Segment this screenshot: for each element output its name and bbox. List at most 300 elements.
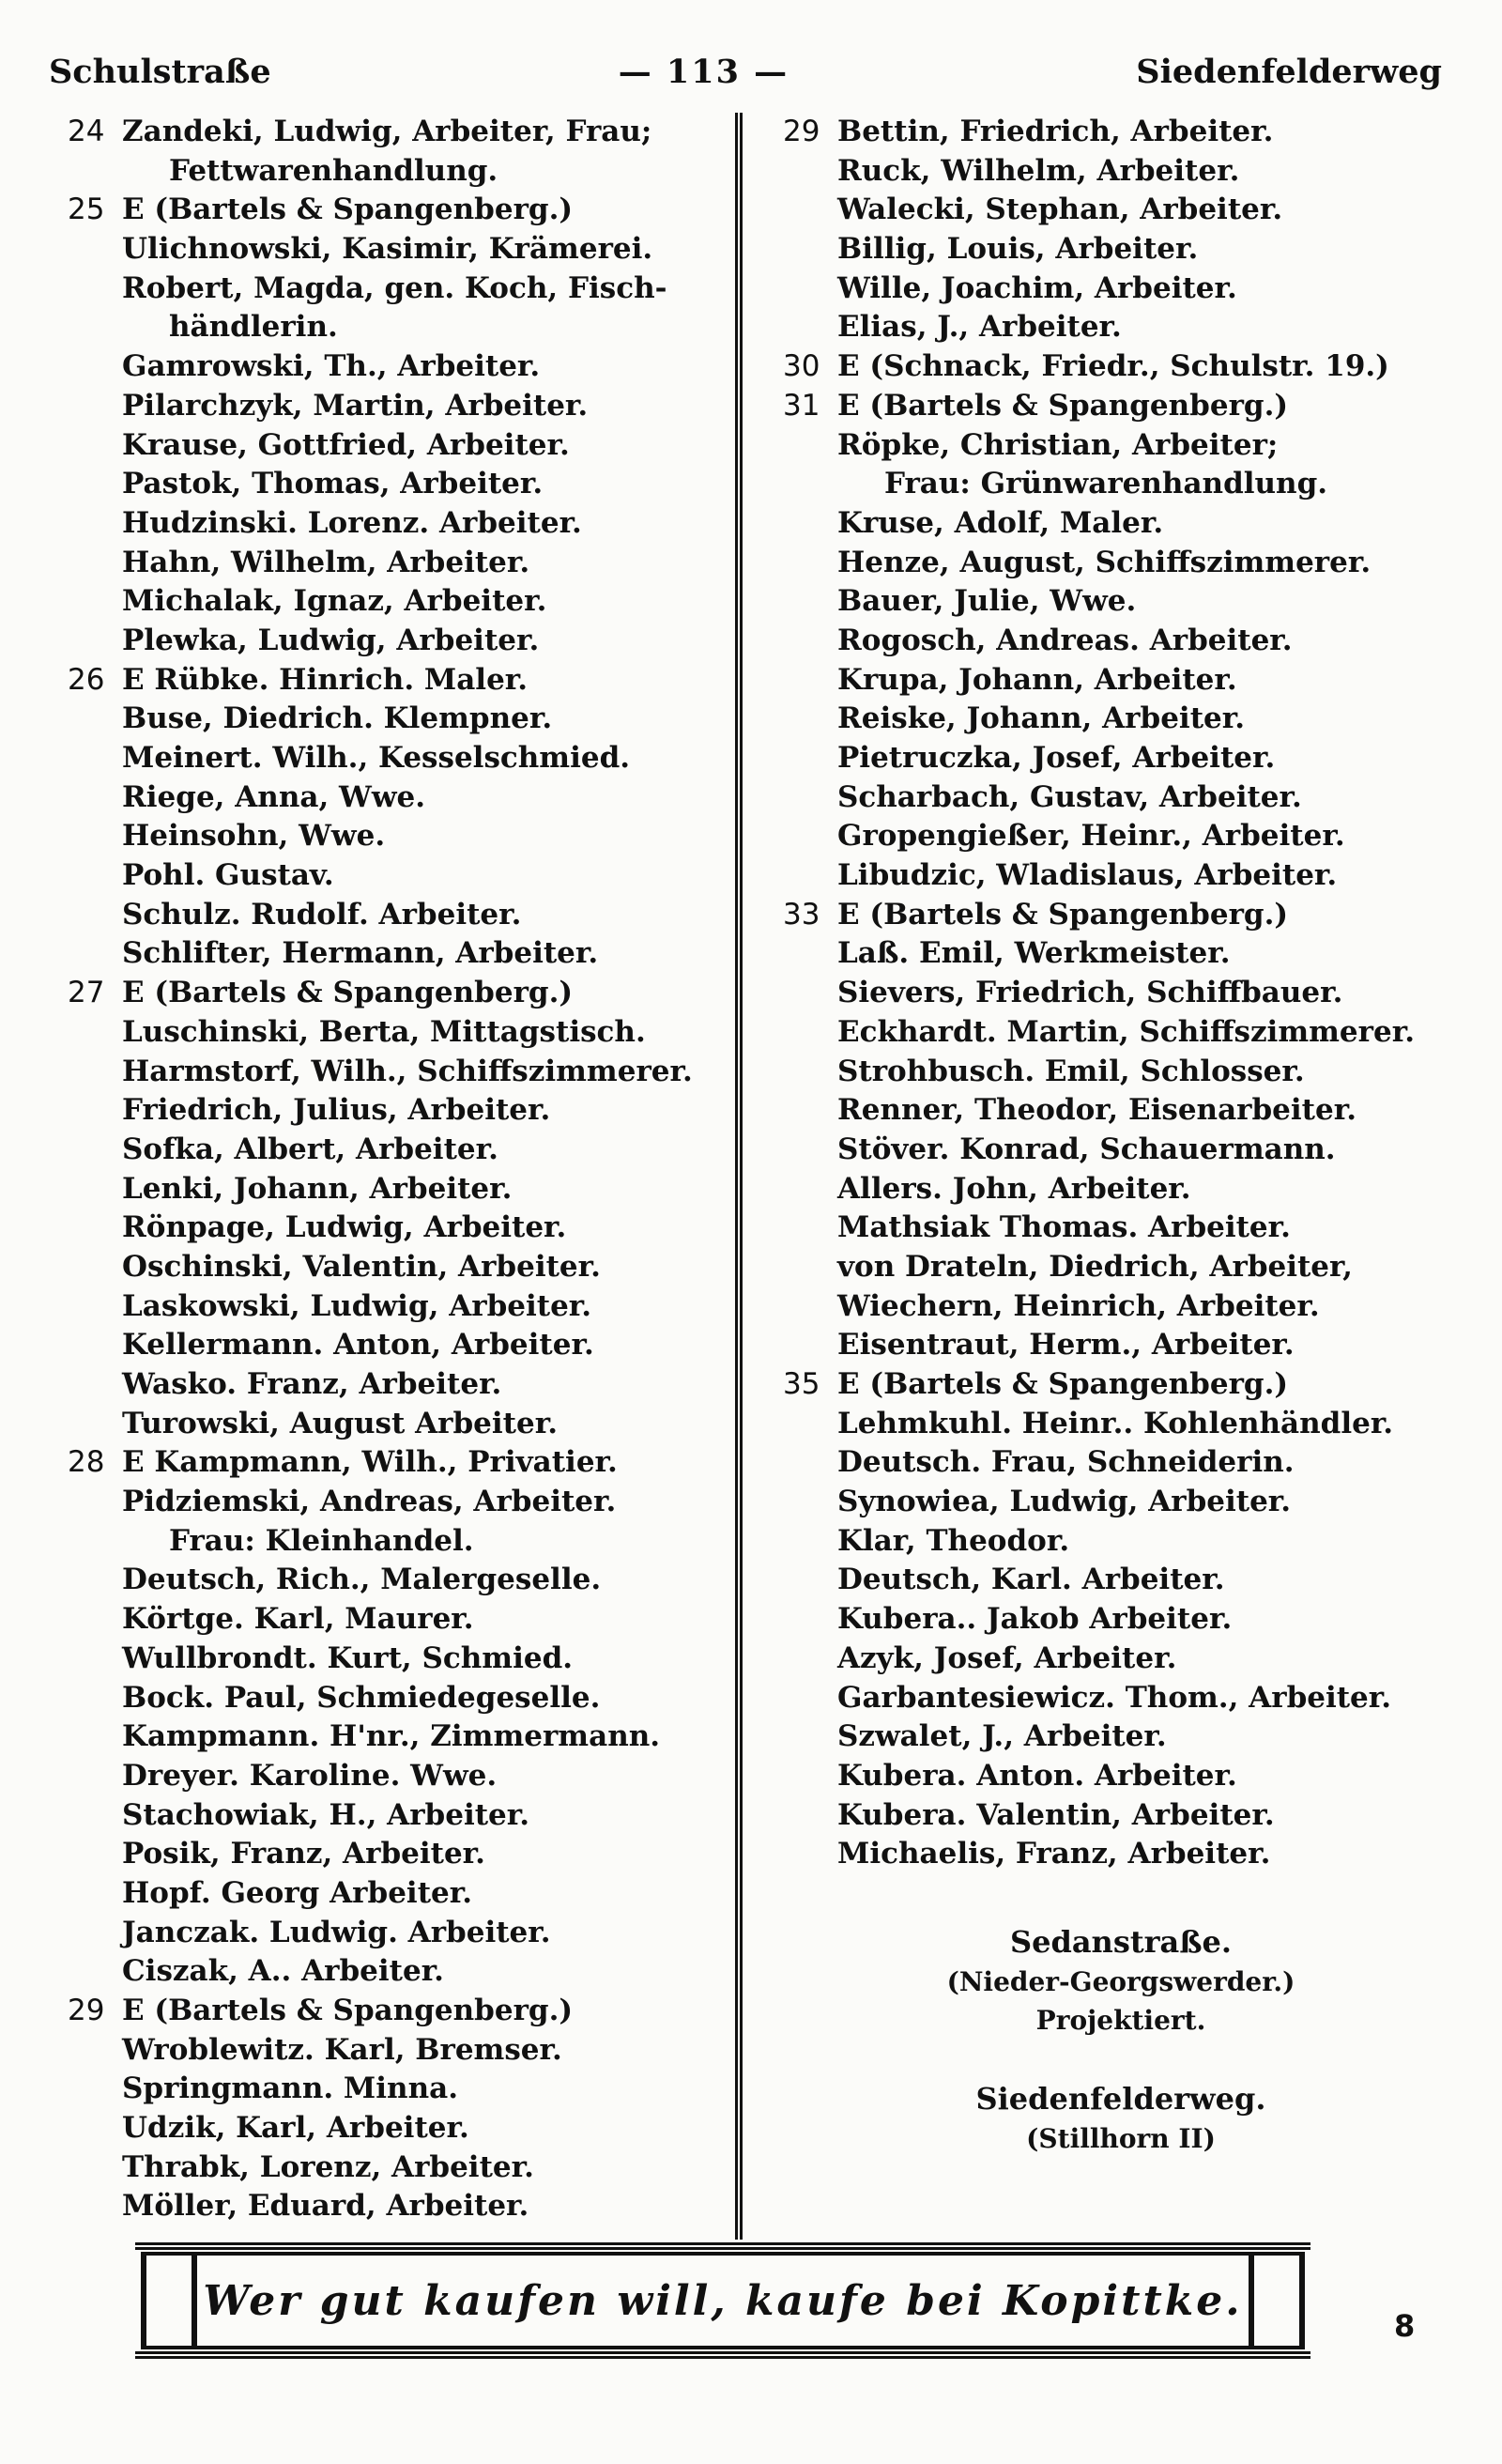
resident-entry: Kubera.. Jakob Arbeiter. bbox=[837, 1602, 1233, 1637]
resident-entry: Pidziemski, Andreas, Arbeiter. bbox=[122, 1485, 617, 1519]
directory-entry bbox=[68, 1248, 725, 1287]
resident-entry: Reiske, Johann, Arbeiter. bbox=[837, 701, 1246, 736]
directory-entry bbox=[68, 270, 725, 309]
house-number: 25 bbox=[68, 192, 105, 227]
house-number bbox=[68, 1835, 122, 1874]
directory-entry bbox=[783, 465, 1459, 504]
directory-entry bbox=[68, 1914, 725, 1953]
directory-entry bbox=[68, 1365, 725, 1405]
directory-entry bbox=[68, 1091, 725, 1131]
resident-entry: händlerin. bbox=[169, 310, 338, 345]
directory-entry bbox=[68, 817, 725, 856]
resident-entry: Garbantesiewicz. Thom., Arbeiter. bbox=[837, 1680, 1392, 1715]
house-number bbox=[783, 270, 837, 309]
house-number bbox=[68, 426, 122, 466]
house-number: 29 bbox=[68, 1994, 105, 2027]
house-number: 27 bbox=[68, 976, 105, 1010]
house-number bbox=[68, 2187, 122, 2226]
house-number bbox=[68, 1952, 122, 1992]
right-column bbox=[783, 113, 1459, 2158]
resident-entry: Luschinski, Berta, Mittagstisch. bbox=[122, 1014, 646, 1049]
street-status-note: Projektiert. bbox=[1035, 2005, 1206, 2037]
advertisement-box bbox=[141, 2252, 1305, 2349]
resident-entry: Kruse, Adolf, Maler. bbox=[837, 505, 1164, 540]
house-number bbox=[68, 1405, 122, 1444]
house-number bbox=[68, 1287, 122, 1327]
directory-entry bbox=[783, 347, 1459, 387]
directory-entry bbox=[783, 1483, 1459, 1522]
resident-entry: Pietruczka, Josef, Arbeiter. bbox=[837, 741, 1276, 775]
directory-entry bbox=[783, 739, 1459, 778]
resident-entry: Wille, Joachim, Arbeiter. bbox=[837, 270, 1237, 305]
header-left-street: Schulstraße bbox=[49, 52, 271, 91]
house-number bbox=[783, 1053, 837, 1092]
house-number bbox=[68, 2148, 122, 2188]
directory-entry bbox=[68, 1483, 725, 1522]
directory-entry bbox=[68, 230, 725, 270]
house-number bbox=[783, 1561, 837, 1600]
directory-entry bbox=[68, 1874, 725, 1914]
resident-entry: Wroblewitz. Karl, Bremser. bbox=[122, 2032, 562, 2067]
resident-entry: Fettwarenhandlung. bbox=[169, 153, 498, 188]
directory-entry bbox=[783, 1131, 1459, 1170]
resident-entry: Wullbrondt. Kurt, Schmied. bbox=[122, 1640, 574, 1675]
house-number: 35 bbox=[783, 1367, 820, 1401]
directory-entry bbox=[68, 1053, 725, 1092]
resident-entry: Thrabk, Lorenz, Arbeiter. bbox=[122, 2149, 534, 2184]
resident-entry: Riege, Anna, Wwe. bbox=[122, 779, 426, 814]
header-right-street: Siedenfelderweg bbox=[1136, 52, 1442, 91]
resident-entry: Rogosch, Andreas. Arbeiter. bbox=[837, 623, 1293, 657]
house-number bbox=[783, 230, 837, 270]
directory-entry bbox=[68, 739, 725, 778]
resident-entry: Pastok, Thomas, Arbeiter. bbox=[122, 467, 544, 501]
resident-entry: Klar, Theodor. bbox=[837, 1523, 1070, 1558]
directory-entry bbox=[783, 582, 1459, 622]
directory-entry bbox=[68, 2148, 725, 2188]
resident-entry: Krupa, Johann, Arbeiter. bbox=[837, 662, 1237, 697]
directory-entry bbox=[783, 1209, 1459, 1248]
resident-entry: E (Schnack, Friedr., Schulstr. 19.) bbox=[837, 349, 1389, 384]
street-location-note: (Nieder-Georgswerder.) bbox=[946, 1965, 1295, 1997]
house-number bbox=[783, 622, 837, 661]
resident-entry: Kubera. Anton. Arbeiter. bbox=[837, 1758, 1237, 1793]
sheet-number: 8 bbox=[1394, 2308, 1416, 2344]
directory-entry bbox=[68, 544, 725, 583]
directory-entry bbox=[68, 1952, 725, 1992]
directory-entry bbox=[68, 465, 725, 504]
resident-entry: Harmstorf, Wilh., Schiffszimmerer. bbox=[122, 1054, 693, 1088]
resident-entry: Gamrowski, Th., Arbeiter. bbox=[122, 349, 541, 384]
directory-entry bbox=[783, 1287, 1459, 1327]
resident-entry: Scharbach, Gustav, Arbeiter. bbox=[837, 779, 1302, 814]
house-number bbox=[68, 1600, 122, 1640]
house-number: 24 bbox=[68, 115, 105, 148]
house-number bbox=[68, 1170, 122, 1209]
house-number bbox=[68, 700, 122, 739]
house-number bbox=[68, 387, 122, 426]
directory-entry bbox=[68, 856, 725, 896]
resident-entry: Sofka, Albert, Arbeiter. bbox=[122, 1132, 498, 1166]
directory-entry bbox=[68, 426, 725, 466]
resident-entry: E (Bartels & Spangenberg.) bbox=[122, 976, 574, 1010]
directory-entry bbox=[68, 1013, 725, 1053]
house-number bbox=[783, 1483, 837, 1522]
right-column-entries bbox=[783, 113, 1459, 1874]
directory-entry bbox=[783, 856, 1459, 896]
house-number bbox=[68, 1717, 122, 1757]
house-number bbox=[68, 504, 122, 544]
house-number bbox=[783, 1796, 837, 1836]
house-number: 30 bbox=[783, 349, 820, 384]
resident-entry: Walecki, Stephan, Arbeiter. bbox=[837, 192, 1283, 227]
directory-entry bbox=[68, 1405, 725, 1444]
resident-entry: Janczak. Ludwig. Arbeiter. bbox=[122, 1915, 551, 1949]
house-number bbox=[783, 1717, 837, 1757]
directory-entry bbox=[783, 974, 1459, 1013]
directory-entry bbox=[68, 934, 725, 974]
resident-entry: Hahn, Wilhelm, Arbeiter. bbox=[122, 545, 530, 579]
directory-entry bbox=[783, 1796, 1459, 1836]
house-number bbox=[68, 230, 122, 270]
house-number bbox=[783, 582, 837, 622]
directory-entry bbox=[68, 504, 725, 544]
house-number bbox=[68, 1131, 122, 1170]
resident-entry: Wiechern, Heinrich, Arbeiter. bbox=[837, 1288, 1320, 1323]
resident-entry: Sievers, Friedrich, Schiffbauer. bbox=[837, 976, 1343, 1010]
house-number bbox=[68, 308, 122, 347]
resident-entry: E (Bartels & Spangenberg.) bbox=[837, 388, 1289, 423]
resident-entry: E Rübke. Hinrich. Maler. bbox=[122, 662, 529, 697]
directory-entry bbox=[783, 1600, 1459, 1640]
house-number bbox=[68, 1053, 122, 1092]
directory-entry bbox=[68, 974, 725, 1013]
directory-entry bbox=[68, 1679, 725, 1718]
house-number bbox=[783, 661, 837, 701]
house-number bbox=[68, 856, 122, 896]
directory-entry bbox=[783, 191, 1459, 230]
directory-entry bbox=[783, 778, 1459, 818]
directory-entry bbox=[783, 113, 1459, 152]
ad-left-ornament bbox=[141, 2256, 197, 2346]
house-number bbox=[68, 817, 122, 856]
house-number bbox=[783, 1209, 837, 1248]
page-header bbox=[49, 45, 1442, 98]
resident-entry: Frau: Kleinhandel. bbox=[169, 1523, 474, 1558]
house-number bbox=[783, 778, 837, 818]
resident-entry: Laß. Emil, Werkmeister. bbox=[837, 936, 1231, 971]
resident-entry: Turowski, August Arbeiter. bbox=[122, 1406, 559, 1440]
resident-entry: Ruck, Wilhelm, Arbeiter. bbox=[837, 153, 1240, 188]
house-number bbox=[68, 544, 122, 583]
directory-entry bbox=[68, 1796, 725, 1836]
directory-entry bbox=[68, 1443, 725, 1483]
resident-entry: Heinsohn, Wwe. bbox=[122, 819, 386, 854]
resident-entry: Rönpage, Ludwig, Arbeiter. bbox=[122, 1210, 567, 1245]
house-number bbox=[783, 1679, 837, 1718]
directory-entry bbox=[783, 1835, 1459, 1874]
ad-right-ornament bbox=[1249, 2256, 1305, 2346]
house-number bbox=[783, 544, 837, 583]
directory-entry bbox=[68, 622, 725, 661]
resident-entry: Röpke, Christian, Arbeiter; bbox=[837, 427, 1279, 462]
resident-entry: Möller, Eduard, Arbeiter. bbox=[122, 2189, 529, 2224]
directory-entry bbox=[783, 1053, 1459, 1092]
resident-entry: Szwalet, J., Arbeiter. bbox=[837, 1719, 1167, 1754]
directory-entry bbox=[68, 1209, 725, 1248]
directory-entry bbox=[783, 270, 1459, 309]
directory-entry bbox=[68, 1287, 725, 1327]
house-number bbox=[68, 934, 122, 974]
house-number bbox=[783, 1248, 837, 1287]
house-number bbox=[783, 191, 837, 230]
house-number bbox=[783, 1835, 837, 1874]
street-heading-sedanstrasse: Sedanstraße. bbox=[1009, 1923, 1233, 1960]
directory-entry bbox=[783, 544, 1459, 583]
resident-entry: Körtge. Karl, Maurer. bbox=[122, 1602, 474, 1637]
house-number bbox=[68, 739, 122, 778]
directory-entry bbox=[783, 896, 1459, 935]
resident-entry: Mathsiak Thomas. Arbeiter. bbox=[837, 1210, 1291, 1245]
directory-entry bbox=[783, 230, 1459, 270]
house-number bbox=[68, 896, 122, 935]
house-number bbox=[783, 1013, 837, 1053]
directory-entry bbox=[783, 1443, 1459, 1483]
resident-entry: E (Bartels & Spangenberg.) bbox=[122, 192, 574, 227]
house-number bbox=[68, 2031, 122, 2071]
house-number bbox=[68, 347, 122, 387]
resident-entry: Michalak, Ignaz, Arbeiter. bbox=[122, 584, 547, 619]
directory-entry bbox=[783, 1522, 1459, 1562]
directory-entry bbox=[68, 113, 725, 152]
resident-entry: Eisentraut, Herm., Arbeiter. bbox=[837, 1328, 1295, 1363]
resident-entry: Lenki, Johann, Arbeiter. bbox=[122, 1171, 513, 1206]
directory-entry bbox=[783, 1717, 1459, 1757]
house-number bbox=[68, 1483, 122, 1522]
house-number bbox=[68, 152, 122, 192]
house-number bbox=[68, 1091, 122, 1131]
directory-entry bbox=[68, 152, 725, 192]
house-number bbox=[68, 582, 122, 622]
house-number bbox=[783, 1131, 837, 1170]
resident-entry: E (Bartels & Spangenberg.) bbox=[122, 1994, 574, 2027]
house-number bbox=[68, 270, 122, 309]
directory-entry bbox=[783, 817, 1459, 856]
resident-entry: Henze, August, Schiffszimmerer. bbox=[837, 545, 1372, 579]
directory-entry bbox=[68, 387, 725, 426]
house-number bbox=[68, 1679, 122, 1718]
house-number bbox=[68, 1757, 122, 1796]
resident-entry: Renner, Theodor, Eisenarbeiter. bbox=[837, 1093, 1357, 1128]
house-number bbox=[783, 1326, 837, 1365]
ad-border-top bbox=[135, 2242, 1310, 2250]
house-number bbox=[68, 1796, 122, 1836]
resident-entry: Hopf. Georg Arbeiter. bbox=[122, 1875, 473, 1910]
directory-entry bbox=[68, 2109, 725, 2148]
resident-entry: Buse, Diedrich. Klempner. bbox=[122, 701, 553, 736]
resident-entry: E (Bartels & Spangenberg.) bbox=[837, 897, 1289, 932]
resident-entry: E Kampmann, Wilh., Privatier. bbox=[122, 1445, 618, 1480]
house-number bbox=[68, 1365, 122, 1405]
house-number bbox=[783, 1170, 837, 1209]
resident-entry: Bettin, Friedrich, Arbeiter. bbox=[837, 115, 1274, 148]
resident-entry: Meinert. Wilh., Kesselschmied. bbox=[122, 741, 631, 775]
directory-entry bbox=[68, 2070, 725, 2109]
directory-entry bbox=[783, 1248, 1459, 1287]
house-number bbox=[783, 1443, 837, 1483]
house-number bbox=[68, 465, 122, 504]
resident-entry: Zandeki, Ludwig, Arbeiter, Frau; bbox=[122, 115, 652, 148]
directory-entry bbox=[783, 1757, 1459, 1796]
house-number bbox=[783, 1091, 837, 1131]
house-number bbox=[783, 934, 837, 974]
directory-entry bbox=[68, 1170, 725, 1209]
street-location-note-2: (Stillhorn II) bbox=[1026, 2122, 1216, 2154]
directory-entry bbox=[783, 1365, 1459, 1405]
resident-entry: Strohbusch. Emil, Schlosser. bbox=[837, 1054, 1305, 1088]
directory-entry bbox=[68, 582, 725, 622]
directory-entry bbox=[68, 700, 725, 739]
house-number bbox=[68, 1013, 122, 1053]
resident-entry: Deutsch. Frau, Schneiderin. bbox=[837, 1445, 1295, 1480]
directory-entry bbox=[783, 1640, 1459, 1679]
house-number: 31 bbox=[783, 388, 820, 423]
house-number: 29 bbox=[783, 115, 820, 148]
house-number bbox=[783, 1405, 837, 1444]
house-number bbox=[783, 1522, 837, 1562]
directory-entry bbox=[68, 2031, 725, 2071]
resident-entry: Ciszak, A.. Arbeiter. bbox=[122, 1954, 444, 1989]
resident-entry: Oschinski, Valentin, Arbeiter. bbox=[122, 1249, 601, 1284]
resident-entry: Allers. John, Arbeiter. bbox=[837, 1171, 1191, 1206]
directory-entry bbox=[783, 1561, 1459, 1600]
resident-entry: Posik, Franz, Arbeiter. bbox=[122, 1837, 485, 1871]
house-number: 28 bbox=[68, 1445, 105, 1480]
house-number bbox=[68, 1522, 122, 1562]
house-number bbox=[783, 152, 837, 192]
directory-entry bbox=[68, 1600, 725, 1640]
resident-entry: Pilarchzyk, Martin, Arbeiter. bbox=[122, 388, 589, 423]
directory-entry bbox=[783, 426, 1459, 466]
resident-entry: Hudzinski. Lorenz. Arbeiter. bbox=[122, 505, 582, 540]
house-number bbox=[68, 1874, 122, 1914]
house-number bbox=[783, 739, 837, 778]
house-number bbox=[68, 1640, 122, 1679]
house-number bbox=[783, 504, 837, 544]
house-number bbox=[68, 1914, 122, 1953]
resident-entry: Pohl. Gustav. bbox=[122, 858, 334, 893]
resident-entry: Gropengießer, Heinr., Arbeiter. bbox=[837, 819, 1345, 854]
house-number bbox=[68, 1248, 122, 1287]
house-number bbox=[68, 622, 122, 661]
directory-entry bbox=[68, 896, 725, 935]
house-number bbox=[783, 1757, 837, 1796]
resident-entry: Robert, Magda, gen. Koch, Fisch- bbox=[122, 270, 667, 305]
resident-entry: Billig, Louis, Arbeiter. bbox=[837, 232, 1199, 267]
directory-entry bbox=[783, 661, 1459, 701]
resident-entry: Dreyer. Karoline. Wwe. bbox=[122, 1758, 498, 1793]
resident-entry: Udzik, Karl, Arbeiter. bbox=[122, 2111, 469, 2146]
directory-entry bbox=[68, 1992, 725, 2031]
house-number bbox=[783, 974, 837, 1013]
resident-entry: Synowiea, Ludwig, Arbeiter. bbox=[837, 1485, 1292, 1519]
house-number bbox=[783, 1640, 837, 1679]
resident-entry: Friedrich, Julius, Arbeiter. bbox=[122, 1093, 551, 1128]
resident-entry: Libudzic, Wladislaus, Arbeiter. bbox=[837, 858, 1338, 893]
resident-entry: Kampmann. H'nr., Zimmermann. bbox=[122, 1719, 661, 1754]
directory-entry bbox=[68, 1640, 725, 1679]
resident-entry: Ulichnowski, Kasimir, Krämerei. bbox=[122, 232, 653, 267]
resident-entry: Bauer, Julie, Wwe. bbox=[837, 584, 1137, 619]
directory-entry bbox=[68, 1757, 725, 1796]
directory-entry bbox=[68, 1717, 725, 1757]
resident-entry: Wasko. Franz, Arbeiter. bbox=[122, 1367, 502, 1401]
resident-entry: Frau: Grünwarenhandlung. bbox=[884, 467, 1328, 501]
resident-entry: Stöver. Konrad, Schauermann. bbox=[837, 1132, 1336, 1166]
resident-entry: Deutsch, Karl. Arbeiter. bbox=[837, 1563, 1225, 1597]
resident-entry: Bock. Paul, Schmiedegeselle. bbox=[122, 1680, 601, 1715]
resident-entry: Schulz. Rudolf. Arbeiter. bbox=[122, 897, 522, 932]
directory-entry bbox=[68, 1835, 725, 1874]
left-column bbox=[68, 113, 725, 2226]
house-number bbox=[68, 1326, 122, 1365]
advertisement-text: Wer gut kaufen will, kaufe bei Kopittke. bbox=[203, 2276, 1243, 2325]
directory-entry bbox=[783, 387, 1459, 426]
directory-entry bbox=[783, 934, 1459, 974]
house-number bbox=[68, 2109, 122, 2148]
directory-entry bbox=[68, 191, 725, 230]
resident-entry: E (Bartels & Spangenberg.) bbox=[837, 1367, 1289, 1401]
directory-entry bbox=[783, 152, 1459, 192]
resident-entry: Deutsch, Rich., Malergeselle. bbox=[122, 1563, 602, 1597]
house-number bbox=[783, 1287, 837, 1327]
resident-entry: Stachowiak, H., Arbeiter. bbox=[122, 1797, 530, 1832]
directory-entry bbox=[783, 1679, 1459, 1718]
directory-entry bbox=[68, 1326, 725, 1365]
resident-entry: Michaelis, Franz, Arbeiter. bbox=[837, 1837, 1271, 1871]
directory-entry bbox=[783, 1405, 1459, 1444]
house-number bbox=[783, 856, 837, 896]
directory-entry bbox=[68, 308, 725, 347]
directory-entry bbox=[68, 347, 725, 387]
house-number bbox=[68, 1209, 122, 1248]
directory-entry bbox=[68, 661, 725, 701]
directory-entry bbox=[68, 1561, 725, 1600]
resident-entry: Schlifter, Hermann, Arbeiter. bbox=[122, 936, 599, 971]
house-number bbox=[783, 426, 837, 466]
directory-entry bbox=[68, 1131, 725, 1170]
directory-entry bbox=[68, 778, 725, 818]
directory-entry bbox=[783, 700, 1459, 739]
directory-entry bbox=[783, 1091, 1459, 1131]
house-number bbox=[783, 817, 837, 856]
directory-entry bbox=[783, 1170, 1459, 1209]
directory-entry bbox=[783, 1326, 1459, 1365]
house-number bbox=[783, 465, 837, 504]
directory-entry bbox=[783, 622, 1459, 661]
directory-entry bbox=[783, 1013, 1459, 1053]
house-number: 33 bbox=[783, 897, 820, 932]
house-number bbox=[783, 700, 837, 739]
directory-entry bbox=[783, 308, 1459, 347]
resident-entry: Springmann. Minna. bbox=[122, 2071, 458, 2106]
resident-entry: Krause, Gottfried, Arbeiter. bbox=[122, 427, 570, 462]
resident-entry: Plewka, Ludwig, Arbeiter. bbox=[122, 623, 540, 657]
resident-entry: Kellermann. Anton, Arbeiter. bbox=[122, 1328, 594, 1363]
house-number bbox=[68, 2070, 122, 2109]
resident-entry: Laskowski, Ludwig, Arbeiter. bbox=[122, 1288, 592, 1323]
house-number bbox=[783, 308, 837, 347]
